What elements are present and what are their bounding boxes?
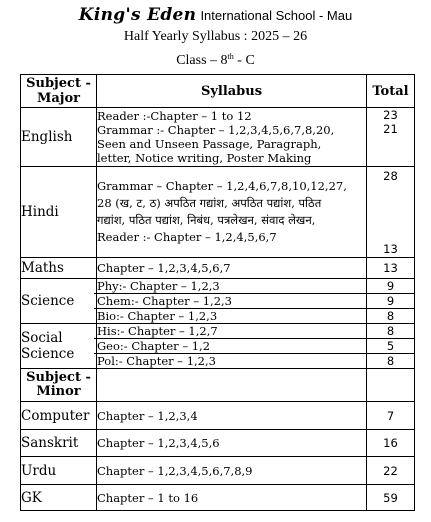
- syllabus-line: Geo:- Chapter – 1,2: [94, 339, 366, 354]
- syllabus-line: Phy:- Chapter – 1,2,3: [94, 279, 366, 294]
- table-row-social-science: [21, 324, 415, 369]
- syllabus-table: [20, 74, 415, 511]
- school-name-line: [0, 6, 431, 26]
- total-cell: [367, 167, 415, 258]
- class-prefix: Class – 8: [176, 53, 228, 68]
- empty-cell: [367, 369, 415, 402]
- total-value: 8: [386, 354, 395, 368]
- table-row-gk: [21, 485, 415, 511]
- syllabus-cell: [97, 279, 367, 324]
- syllabus-cell: Chapter – 1,2,3,4,5,6,7: [97, 258, 367, 279]
- syllabus-cell: Chapter – 1 to 16: [97, 485, 367, 511]
- syllabus-line: Chem:- Chapter – 1,2,3: [94, 294, 366, 309]
- syllabus-title: Half Yearly Syllabus : 2025 – 26: [123, 29, 308, 44]
- subject-cell: Urdu: [21, 457, 97, 485]
- total-cell: [367, 324, 415, 369]
- total-value: 23: [383, 108, 398, 122]
- column-header-total: Total: [367, 75, 415, 108]
- syllabus-line: His:- Chapter – 1,2,7: [94, 324, 366, 339]
- syllabus-cell: [97, 167, 367, 258]
- syllabus-line: Pol:- Chapter – 1,2,3: [97, 354, 216, 368]
- syllabus-cell: Chapter – 1,2,3,4: [97, 402, 367, 430]
- class-superscript: th: [227, 52, 234, 61]
- subject-cell: Hindi: [21, 167, 97, 258]
- table-row-maths: [21, 258, 415, 279]
- subject-cell: Science: [21, 279, 97, 324]
- table-header-row: [21, 75, 415, 108]
- total-value: 8: [367, 324, 414, 339]
- total-value: 21: [383, 122, 398, 136]
- table-row-urdu: [21, 457, 415, 485]
- column-header-syllabus: Syllabus: [97, 75, 367, 108]
- syllabus-cell: Chapter – 1,2,3,4,5,6,7,8,9: [97, 457, 367, 485]
- total-value: 8: [386, 309, 395, 323]
- empty-cell: [97, 369, 367, 402]
- table-row-english: [21, 108, 415, 167]
- school-subtitle: International School - Mau: [200, 8, 353, 23]
- table-row-hindi: [21, 167, 415, 258]
- total-value: 59: [367, 485, 415, 511]
- table-row-computer: [21, 402, 415, 430]
- subject-cell: English: [21, 108, 97, 167]
- total-cell: [367, 279, 415, 324]
- syllabus-line: Grammar – Chapter – 1,2,4,6,7,8,10,12,27,: [97, 179, 347, 193]
- total-value: 7: [367, 402, 415, 430]
- syllabus-cell: [97, 324, 367, 369]
- total-value: 9: [367, 294, 414, 309]
- class-suffix: - C: [233, 53, 255, 68]
- minor-subject-heading: Subject - Minor: [21, 369, 97, 402]
- syllabus-line: गद्यांश, पठित पद्यांश, निबंध, पत्रलेखन, संवाद लेखन,: [97, 213, 316, 227]
- syllabus-line: letter, Notice writing, Poster Making: [97, 151, 312, 165]
- syllabus-line: Reader :-Chapter – 1 to 12: [97, 109, 252, 123]
- total-value: 5: [367, 339, 414, 354]
- total-value: 22: [367, 457, 415, 485]
- total-cell: [367, 108, 415, 167]
- syllabus-cell: Chapter – 1,2,3,4,5,6: [97, 430, 367, 457]
- total-value: 9: [367, 279, 414, 294]
- total-value: 16: [367, 430, 415, 457]
- syllabus-line: Reader :- Chapter – 1,2,4,5,6,7: [97, 230, 277, 244]
- class-title: [0, 47, 431, 71]
- subject-line: Social: [21, 330, 63, 346]
- syllabus-line: Seen and Unseen Passage, Paragraph,: [97, 137, 322, 151]
- total-value: 28: [383, 169, 398, 183]
- syllabus-line: Bio:- Chapter – 1,2,3: [97, 309, 218, 323]
- subject-cell: Computer: [21, 402, 97, 430]
- table-row-science: [21, 279, 415, 324]
- syllabus-line: 28 (ख, ट, ठ) अपठित गद्यांश, अपठित पद्यांश, पठित: [97, 196, 322, 210]
- subject-cell: Maths: [21, 258, 97, 279]
- school-brand: King's Eden: [78, 5, 197, 25]
- subject-line: Science: [21, 346, 75, 362]
- document-header: [0, 6, 431, 71]
- table-row-minor-heading: [21, 369, 415, 402]
- syllabus-cell: [97, 108, 367, 167]
- table-row-sanskrit: [21, 430, 415, 457]
- total-value: 13: [383, 242, 398, 256]
- column-header-subject: Subject - Major: [21, 75, 97, 108]
- subject-cell: GK: [21, 485, 97, 511]
- syllabus-line: Grammar :- Chapter – 1,2,3,4,5,6,7,8,20,: [97, 123, 335, 137]
- subject-cell: [21, 324, 97, 369]
- total-value: 13: [367, 258, 415, 279]
- subject-cell: Sanskrit: [21, 430, 97, 457]
